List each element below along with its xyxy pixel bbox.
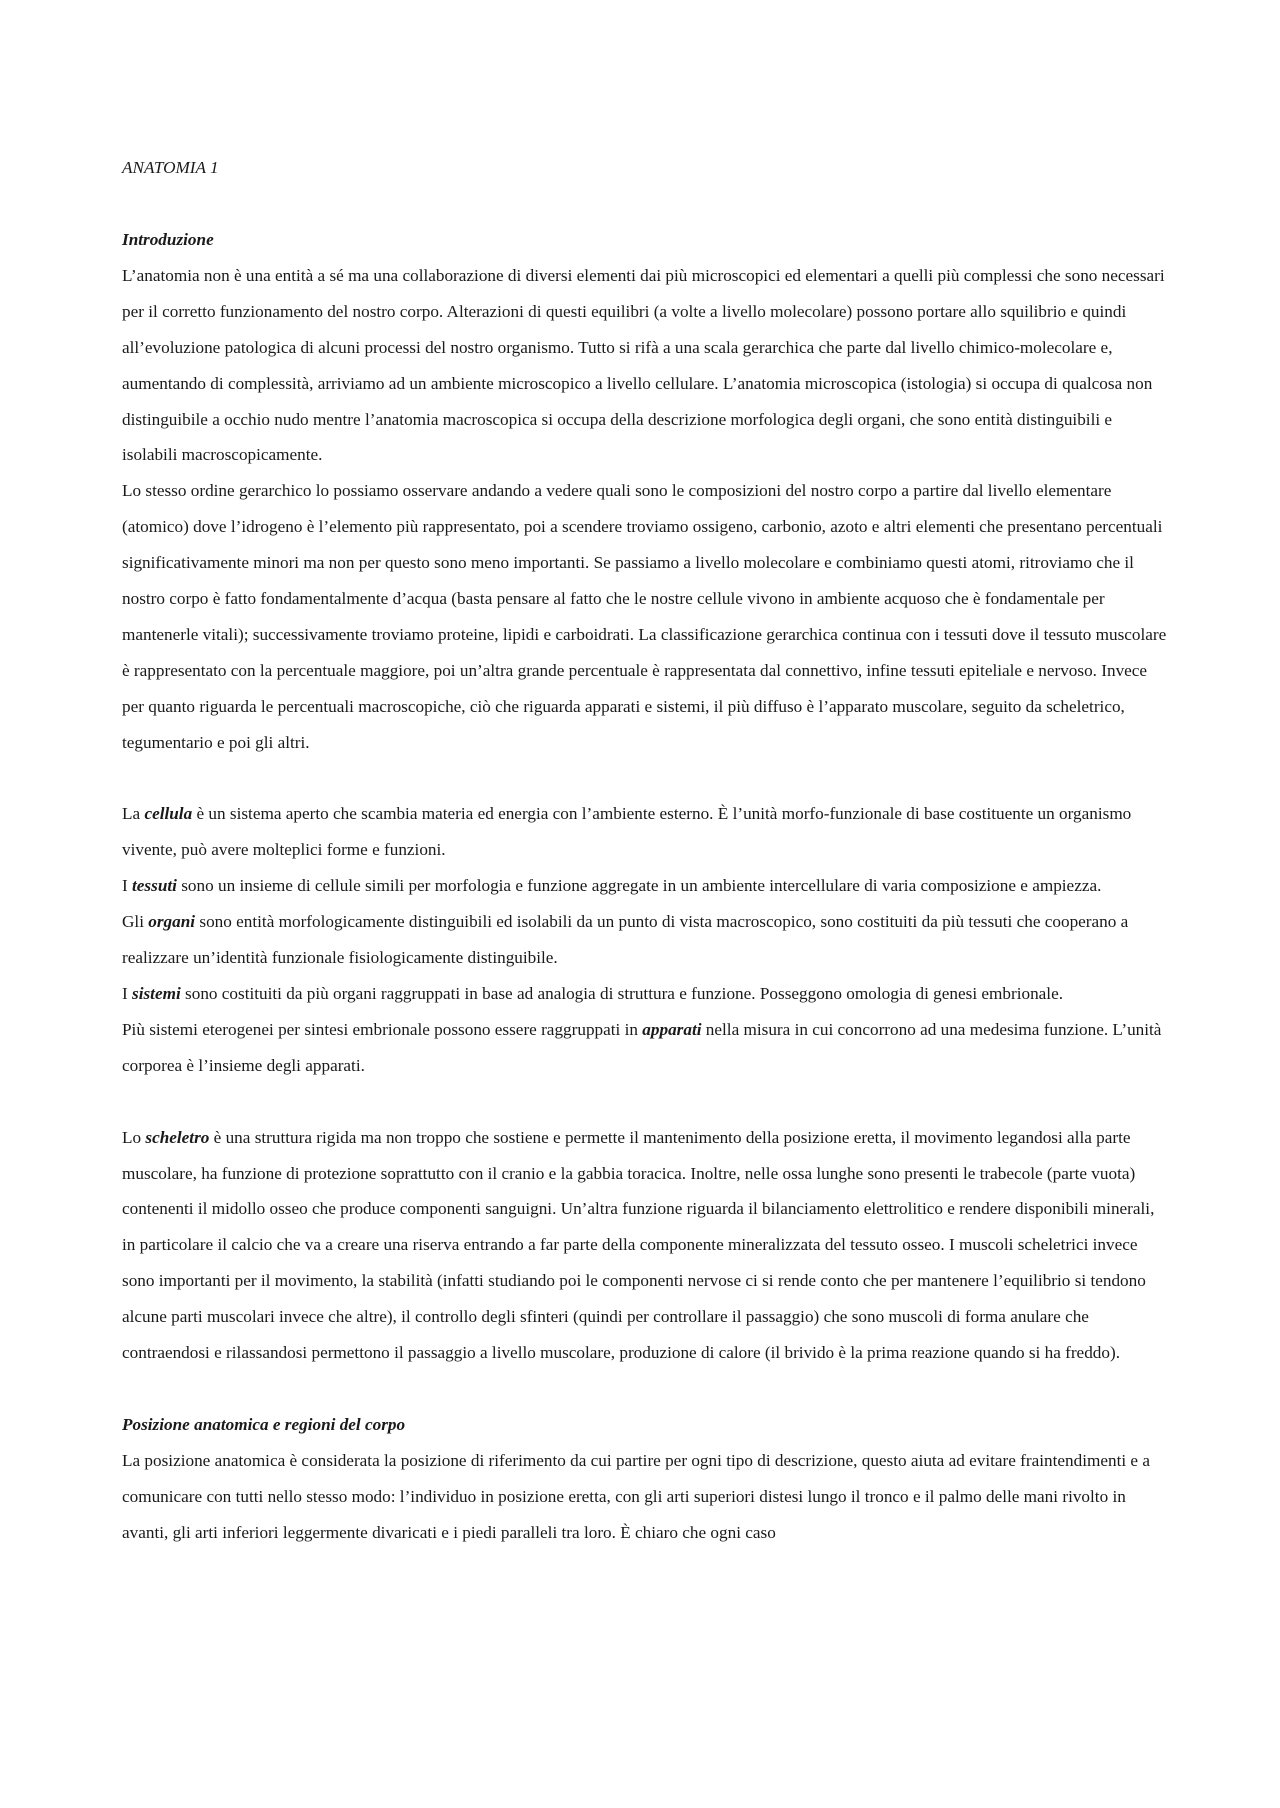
definition-text: sono costituiti da più organi raggruppati in base ad analogia di struttura e funzione. Posseggono omologia di genesi embrionale.	[180, 984, 1063, 1004]
definition-prefix: Più sistemi eterogenei per sintesi embrionale possono essere raggruppati in	[122, 1019, 643, 1039]
paragraph-scheletro	[122, 1120, 1168, 1371]
document-title: ANATOMIA 1	[122, 158, 219, 177]
term-cellula: cellula	[144, 804, 193, 824]
definition-sistemi	[122, 976, 1168, 1012]
section-heading-introduzione: Introduzione	[122, 230, 214, 249]
paragraph-prefix: Lo	[122, 1127, 146, 1147]
paragraph-intro-2: Lo stesso ordine gerarchico lo possiamo osservare andando a vedere quali sono le composizioni del nostro corpo a partire dal livello elementare (atomico) dove l’idrogeno è l’elemento più rappresentato, poi a scendere troviamo ossigeno, carbonio, azoto e altri elementi che presentano percentuali significativamente minori ma non per questo sono meno importanti. Se passiamo a livello molecolare e combiniamo questi atomi, ritroviamo che il nostro corpo è fatto fondamentalmente d’acqua (basta pensare al fatto che le nostre cellule vivono in ambiente acquoso che è fondamentale per mantenerle vitali); successivamente troviamo proteine, lipidi e carboidrati. La classificazione gerarchica continua con i tessuti dove il tessuto muscolare è rappresentato con la percentuale maggiore, poi un’altra grande percentuale è rappresentata dal connettivo, infine tessuti epiteliale e nervoso. Invece per quanto riguarda le percentuali macroscopiche, ciò che riguarda apparati e sistemi, il più diffuso è l’apparato muscolare, seguito da scheletrico, tegumentario e poi gli altri.	[122, 481, 1167, 752]
definition-tessuti	[122, 868, 1168, 904]
blank-line	[122, 1371, 1168, 1407]
document-body	[122, 150, 1168, 1550]
paragraph-posizione-1: La posizione anatomica è considerata la posizione di riferimento da cui partire per ogni tipo di descrizione, questo aiuta ad evitare fraintendimenti e a comunicare con tutti nello stesso modo: l’individuo in posizione eretta, con gli arti superiori distesi lungo il tronco e il palmo delle mani rivolto in avanti, gli arti inferiori leggermente divaricati e i piedi paralleli tra loro. È chiaro che ogni caso	[122, 1450, 1150, 1542]
term-apparati: apparati	[642, 1019, 702, 1039]
section-heading-posizione-anatomica: Posizione anatomica e regioni del corpo	[122, 1414, 406, 1434]
paragraph-intro-1: L’anatomia non è una entità a sé ma una collaborazione di diversi elementi dai più microscopici ed elementari a quelli più complessi che sono necessari per il corretto funzionamento del nostro corpo. Alterazioni di questi equilibri (a volte a livello molecolare) possono portare allo squilibrio e quindi all’evoluzione patologica di alcuni processi del nostro organismo. Tutto si rifà a una scala gerarchica che parte dal livello chimico-molecolare e, aumentando di complessità, arriviamo ad un ambiente microscopico a livello cellulare. L’anatomia microscopica (istologia) si occupa di qualcosa non distinguibile a occhio nudo mentre l’anatomia macroscopica si occupa della descrizione morfologica degli organi, che sono entità distinguibili e isolabili macroscopicamente.	[122, 265, 1165, 465]
definition-cellula	[122, 796, 1168, 868]
definition-prefix: I	[122, 984, 133, 1004]
term-sistemi: sistemi	[132, 984, 181, 1004]
blank-line	[122, 1084, 1168, 1120]
definition-prefix: I	[122, 876, 133, 896]
definition-text: nella misura in cui concorrono ad una medesima funzione. L’unità corporea è l’insieme degli apparati.	[122, 1019, 1162, 1075]
definition-text: è un sistema aperto che scambia materia ed energia con l’ambiente esterno. È l’unità morfo-funzionale di base costituente un organismo vivente, può avere molteplici forme e funzioni.	[122, 804, 1132, 860]
definition-apparati	[122, 1012, 1168, 1084]
term-tessuti: tessuti	[132, 876, 177, 896]
term-organi: organi	[148, 912, 196, 932]
definition-text: sono entità morfologicamente distinguibili ed isolabili da un punto di vista macroscopico, sono costituiti da più tessuti che cooperano a realizzare un’identità funzionale fisiologicamente distinguibile.	[122, 912, 1129, 968]
term-scheletro: scheletro	[145, 1127, 210, 1147]
definition-prefix: Gli	[122, 912, 149, 932]
definition-organi	[122, 904, 1168, 976]
definition-prefix: La	[122, 804, 145, 824]
definition-text: sono un insieme di cellule simili per morfologia e funzione aggregate in un ambiente intercellulare di varia composizione e ampiezza.	[176, 876, 1102, 896]
paragraph-text: è una struttura rigida ma non troppo che sostiene e permette il mantenimento della posizione eretta, il movimento legandosi alla parte muscolare, ha funzione di protezione soprattutto con il cranio e la gabbia toracica. Inoltre, nelle ossa lunghe sono presenti le trabecole (parte vuota) contenenti il midollo osseo che produce componenti sanguigni. Un’altra funzione riguarda il bilanciamento elettrolitico e rendere disponibili minerali, in particolare il calcio che va a creare una riserva entrando a far parte della componente mineralizzata del tessuto osseo. I muscoli scheletrici invece sono importanti per il movimento, la stabilità (infatti studiando poi le componenti nervose ci si rende conto che per mantenere l’equilibrio si tendono alcune parti muscolari invece che altre), il controllo degli sfinteri (quindi per controllare il passaggio) che sono muscoli di forma anulare che contraendosi e rilassandosi permettono il passaggio a livello muscolare, produzione di calore (il brivido è la prima reazione quando si ha freddo).	[122, 1127, 1155, 1363]
blank-line	[122, 761, 1168, 797]
